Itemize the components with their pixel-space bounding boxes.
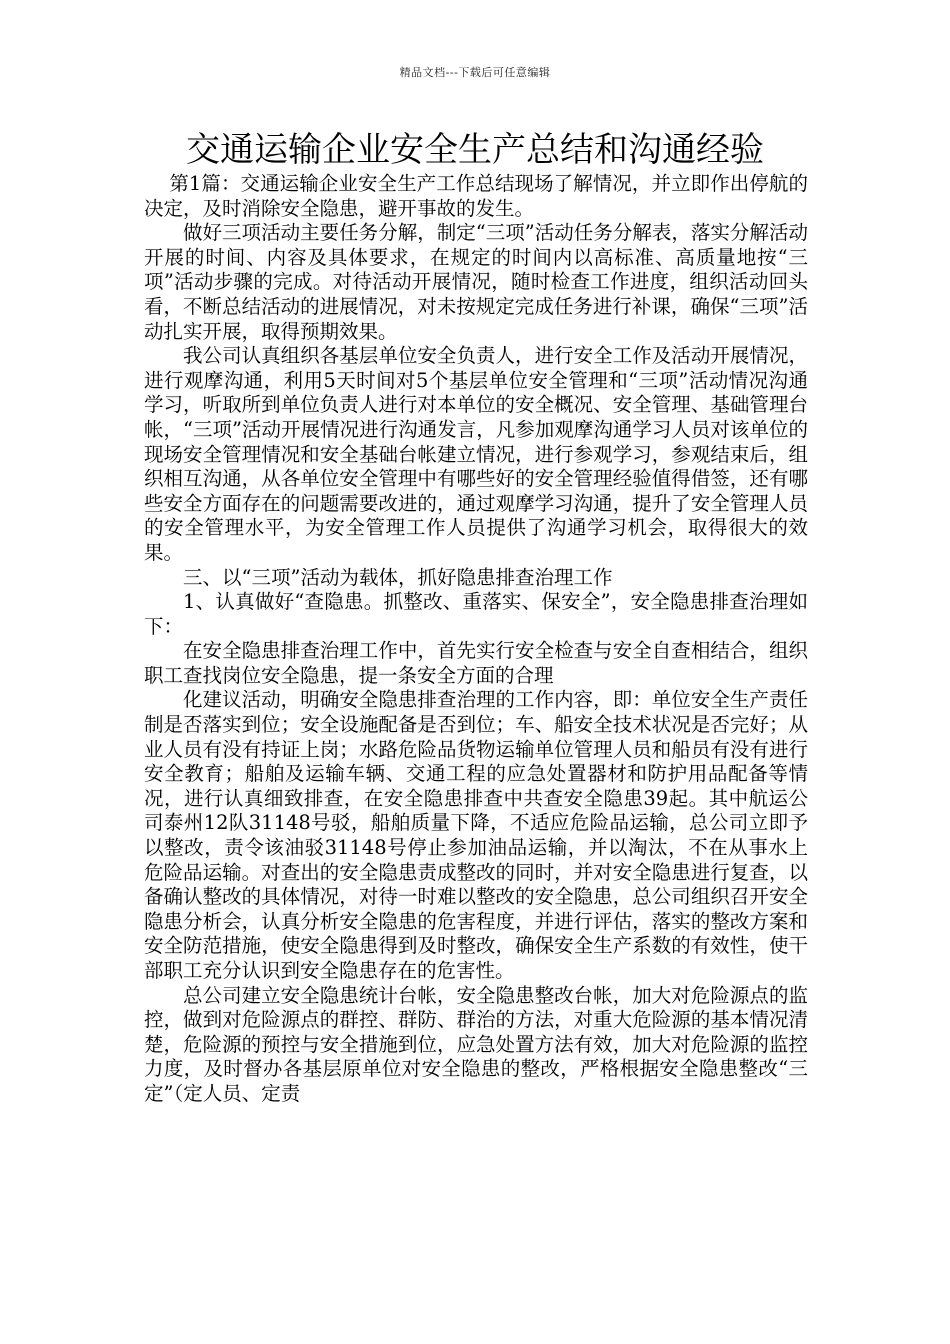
paragraph: 我公司认真组织各基层单位安全负责人，进行安全工作及活动开展情况，进行观摩沟通，利用5天时间对5个基层单位安全管理和“三项”活动情况沟通学习，听取所到单位负责人进行对本单位的安全概况、安全管理、基础管理台帐，“三项”活动开展情况进行沟通发言，凡参加观摩沟通学习人员对该单位的现场安全管理情况和安全基础台帐建立情况，进行参观学习，参观结束后，组织相互沟通，从各单位安全管理中有哪些好的安全管理经验值得借签，还有哪些安全方面存在的问题需要改进的，通过观摩学习沟通，提升了安全管理人员的安全管理水平，为安全管理工作人员提供了沟通学习机会，取得很大的效果。 bbox=[144, 344, 808, 564]
paragraph: 化建议活动，明确安全隐患排查治理的工作内容，即：单位安全生产责任制是否落实到位；安全设施配备是否到位；车、船安全技术状况是否完好；从业人员有没有持证上岗；水路危险品货物运输单位管理人员和船员有没有进行安全教育；船舶及运输车辆、交通工程的应急处置器材和防护用品配备等情况，进行认真细致排查，在安全隐患排查中共查安全隐患39起。其中航运公司泰州12队31148号驳，船舶质量下降，不适应危险品运输，总公司立即予以整改，责令该油驳31148号停止参加油品运输，并以淘汰，不在从事水上危险品运输。对查出的安全隐患责成整改的同时，并对安全隐患进行复查，以备确认整改的具体情况，对待一时难以整改的安全隐患，总公司组织召开安全隐患分析会，认真分析安全隐患的危害程度，并进行评估，落实的整改方案和安全防范措施，使安全隐患得到及时整改，确保安全生产系数的有效性，使干部职工充分认识到安全隐患存在的危害性。 bbox=[144, 688, 808, 982]
paragraph: 第1篇：交通运输企业安全生产工作总结现场了解情况，并立即作出停航的决定，及时消除安全隐患，避开事故的发生。 bbox=[144, 172, 808, 220]
document-body bbox=[144, 172, 808, 1107]
paragraph: 1、认真做好“查隐患。抓整改、重落实、保安全”，安全隐患排查治理如下： bbox=[144, 590, 808, 638]
paragraph: 在安全隐患排查治理工作中，首先实行安全检查与安全自查相结合，组织职工查找岗位安全隐患，提一条安全方面的合理 bbox=[144, 639, 808, 687]
paragraph: 总公司建立安全隐患统计台帐，安全隐患整改台帐，加大对危险源点的监控，做到对危险源点的群控、群防、群治的方法，对重大危险源的基本情况清楚，危险源的预控与安全措施到位，应急处置方法有效，加大对危险源的监控力度，及时督办各基层原单位对安全隐患的整改，严格根据安全隐患整改“三定”（定人员、定责 bbox=[144, 983, 808, 1105]
header-note: 精品文档---下载后可任意编辑 bbox=[399, 66, 551, 79]
document-title: 交通运输企业安全生产总结和沟通经验 bbox=[186, 130, 764, 170]
section-heading: 三、以“三项”活动为载体，抓好隐患排查治理工作 bbox=[183, 565, 613, 589]
paragraph: 做好三项活动主要任务分解，制定“三项”活动任务分解表，落实分解活动开展的时间、内容及具体要求，在规定的时间内以高标准、高质量地按“三项”活动步骤的完成。对待活动开展情况，随时检查工作进度，组织活动回头看，不断总结活动的进展情况，对未按规定完成任务进行补课，确保“三项”活动扎实开展，取得预期效果。 bbox=[144, 221, 808, 343]
